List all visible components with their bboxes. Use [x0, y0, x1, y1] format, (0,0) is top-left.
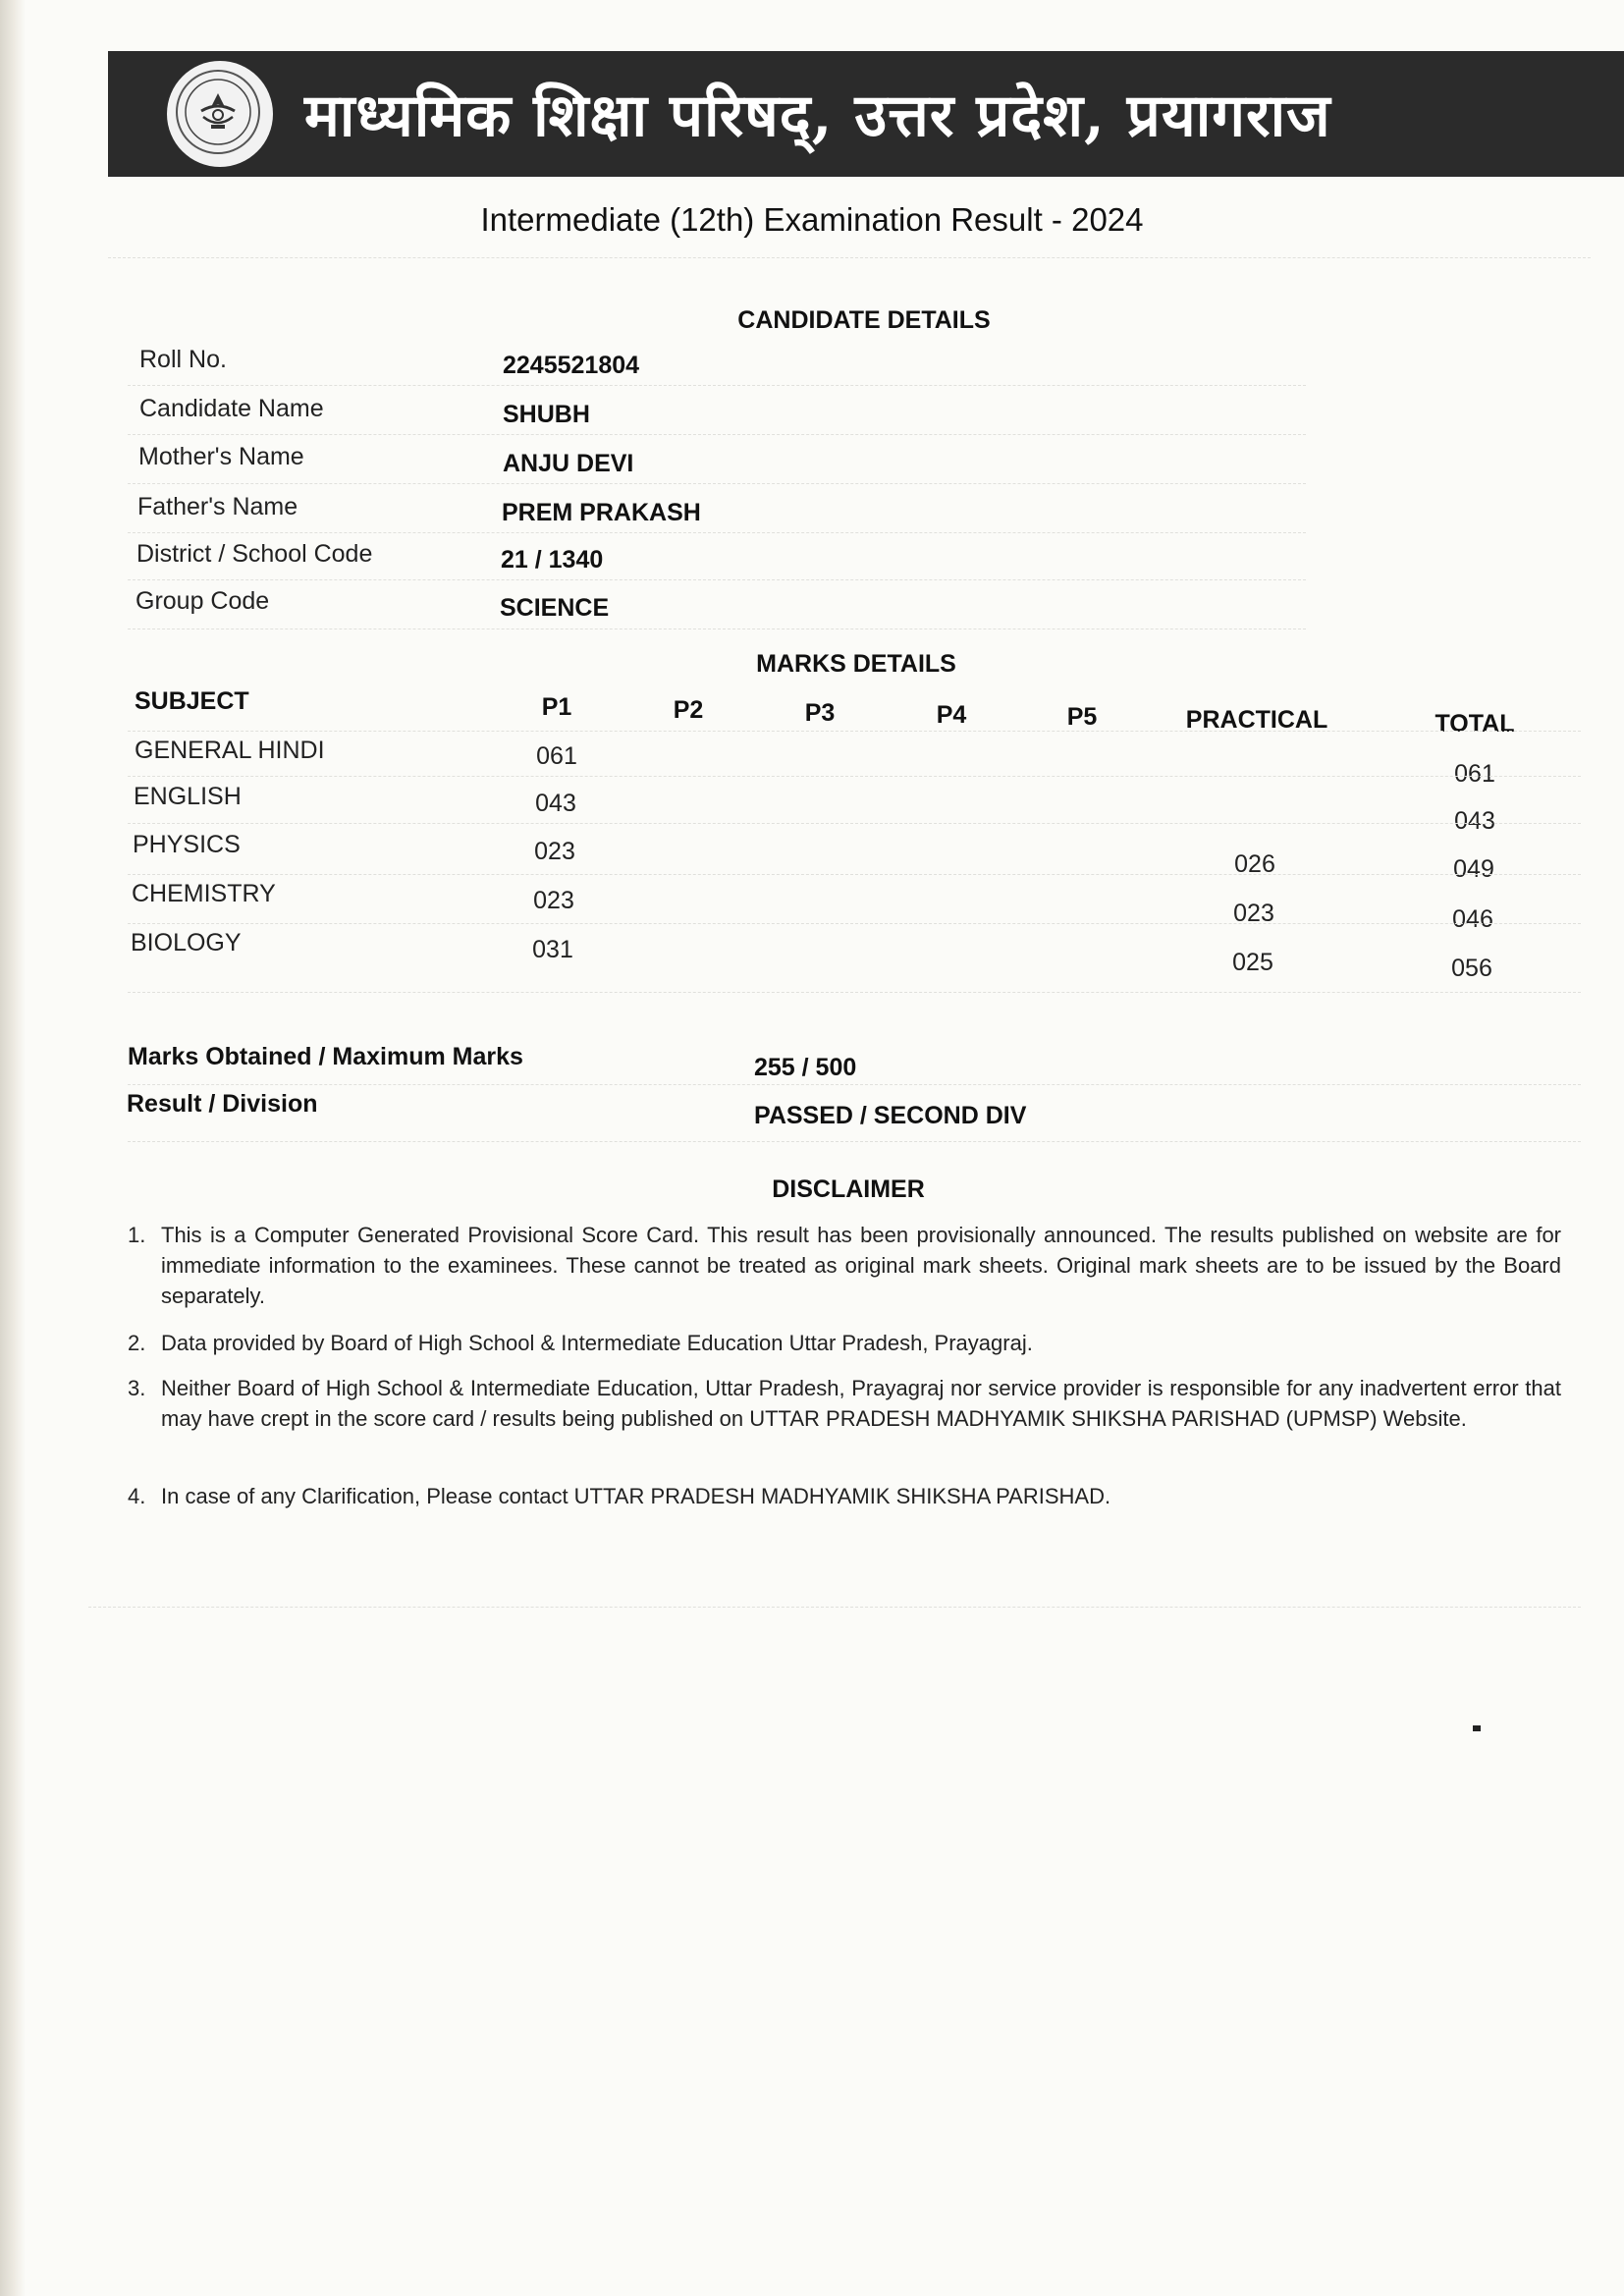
candidate-name-value: SHUBH — [503, 401, 590, 428]
emblem-graphic-icon — [178, 72, 258, 152]
divider — [108, 257, 1591, 258]
p5-column-header: P5 — [1066, 703, 1098, 731]
district-school-code-label: District / School Code — [136, 540, 373, 568]
father-name-label: Father's Name — [137, 493, 298, 520]
p1-column-header: P1 — [541, 693, 572, 721]
total-column-header: TOTAL — [1435, 710, 1515, 738]
candidate-name-label: Candidate Name — [139, 395, 324, 422]
table-row-total: 061 — [1454, 760, 1495, 788]
ink-speck — [1473, 1725, 1481, 1731]
group-code-label: Group Code — [135, 587, 270, 615]
table-row-total: 056 — [1451, 955, 1492, 982]
subject-column-header: SUBJECT — [135, 687, 249, 715]
disclaimer-item: 4. In case of any Clarification, Please contact UTTAR PRADESH MADHYAMIK SHIKSHA PARISHAD. — [128, 1484, 1111, 1508]
up-government-emblem-icon — [167, 61, 273, 167]
disclaimer-item: 1. This is a Computer Generated Provisional Score Card. This result has been provisionally announced. The results published on website are for immediate information to the examinees. These cannot be treated as original mark sheets. Original mark sheets are to be issued by the Board separately. — [128, 1223, 1561, 1308]
table-row-total: 049 — [1453, 855, 1494, 883]
roll-no-label: Roll No. — [139, 346, 227, 373]
board-title-hindi: माध्यमिक शिक्षा परिषद्, उत्तर प्रदेश, प्रयागराज — [304, 82, 1331, 150]
marks-obtained-label: Marks Obtained / Maximum Marks — [128, 1043, 523, 1070]
table-row-subject: GENERAL HINDI — [135, 737, 325, 764]
roll-no-value: 2245521804 — [503, 352, 640, 379]
header-banner — [108, 51, 1624, 177]
table-row-total: 043 — [1454, 807, 1495, 835]
mother-name-label: Mother's Name — [138, 443, 304, 470]
table-row-practical: 026 — [1234, 850, 1275, 878]
table-row-subject: PHYSICS — [133, 831, 241, 858]
result-division-label: Result / Division — [127, 1090, 318, 1118]
table-row-practical: 023 — [1233, 900, 1274, 927]
table-row-p1: 043 — [535, 790, 576, 817]
table-row-p1: 031 — [532, 936, 573, 963]
table-row-p1: 023 — [533, 887, 574, 914]
table-row-total: 046 — [1452, 905, 1493, 933]
marks-details-heading: MARKS DETAILS — [756, 650, 956, 678]
candidate-details-heading: CANDIDATE DETAILS — [737, 306, 991, 334]
group-code-value: SCIENCE — [500, 594, 610, 622]
disclaimer-heading: DISCLAIMER — [772, 1175, 925, 1203]
p4-column-header: P4 — [936, 701, 967, 729]
table-row-practical: 025 — [1232, 949, 1273, 976]
table-row-subject: CHEMISTRY — [132, 880, 276, 907]
table-row-subject: ENGLISH — [134, 783, 242, 810]
result-division-value: PASSED / SECOND DIV — [754, 1102, 1027, 1129]
table-row-p1: 023 — [534, 838, 575, 865]
p2-column-header: P2 — [673, 696, 704, 724]
marks-obtained-value: 255 / 500 — [754, 1054, 857, 1081]
mother-name-value: ANJU DEVI — [503, 450, 634, 477]
disclaimer-item: 2. Data provided by Board of High School & Intermediate Education Uttar Pradesh, Prayagraj. — [128, 1331, 1033, 1355]
father-name-value: PREM PRAKASH — [502, 499, 701, 526]
paper-edge-shadow — [0, 0, 26, 2296]
p3-column-header: P3 — [804, 699, 836, 727]
district-school-code-value: 21 / 1340 — [501, 546, 604, 574]
table-row-p1: 061 — [536, 742, 577, 770]
disclaimer-item: 3. Neither Board of High School & Intermediate Education, Uttar Pradesh, Prayagraj nor service provider is responsible for any inadvertent error that may have crept in the score card / results being published on UTTAR PRADESH MADHYAMIK SHIKSHA PARISHAD (UPMSP) Website. — [128, 1376, 1561, 1431]
table-row-subject: BIOLOGY — [131, 929, 242, 957]
practical-column-header: PRACTICAL — [1185, 706, 1328, 734]
exam-title: Intermediate (12th) Examination Result - 2024 — [480, 201, 1144, 238]
